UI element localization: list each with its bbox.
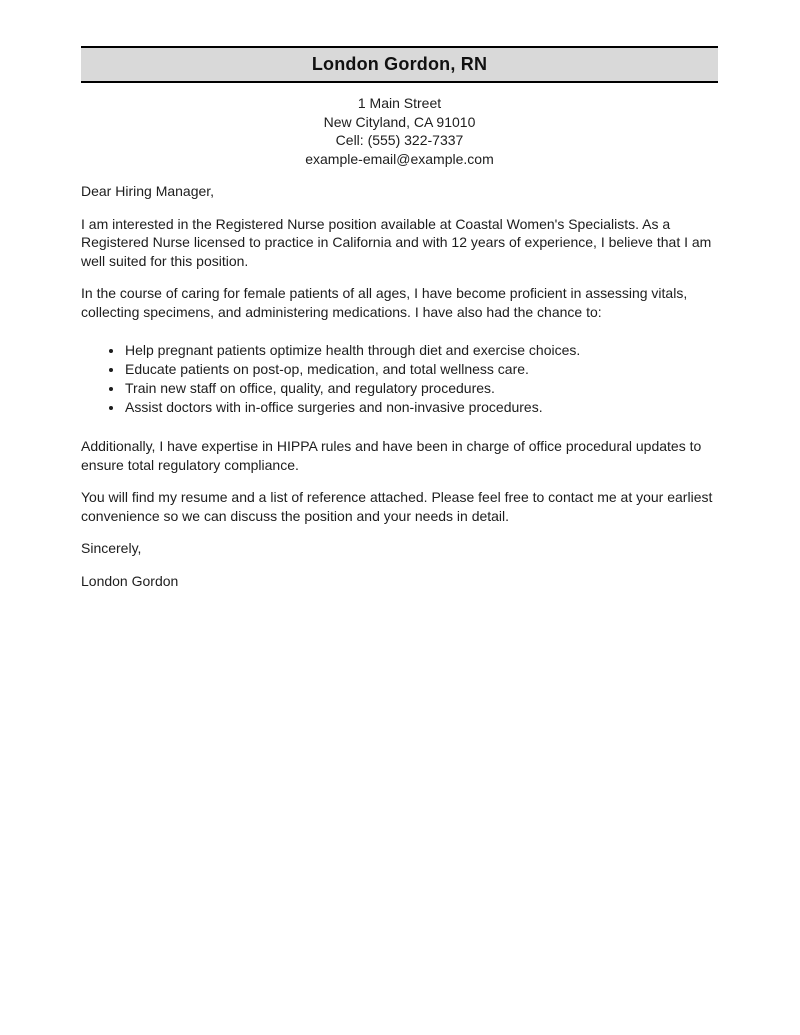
bullet-item: • Educate patients on post-op, medication, and total wellness care. (124, 360, 718, 379)
greeting: Dear Hiring Manager, (81, 183, 215, 199)
contact-city-line: New Cityland, CA 91010 (323, 113, 476, 130)
compliance-paragraph: Additionally, I have expertise in HIPPA rules and have been in charge of office procedural updates to ensure total regulatory compliance. (81, 438, 702, 473)
bullet-item: • Train new staff on office, quality, and regulatory procedures. (124, 379, 718, 398)
letter-body (81, 182, 718, 590)
intro-paragraph: I am interested in the Registered Nurse position available at Coastal Women's Specialists. As a Registered Nurse licensed to practice in California and with 12 years of experience, I believe that I am well suited for this position. (81, 215, 712, 269)
contact-block (81, 94, 718, 168)
contact-phone-line: Cell: (555) 322-7337 (335, 132, 464, 148)
bullet-item: • Help pregnant patients optimize health through diet and exercise choices. (124, 341, 718, 360)
contact-email-line: example-email@example.com (305, 150, 494, 167)
experience-paragraph: In the course of caring for female patients of all ages, I have become proficient in assessing vitals, collecting specimens, and administering medications. I have also had the chance to: (81, 285, 688, 320)
signature-name: London Gordon (81, 572, 179, 589)
contact-address-line: 1 Main Street (357, 95, 442, 111)
name-banner: London Gordon, RN (81, 46, 718, 83)
closing-paragraph: You will find my resume and a list of reference attached. Please feel free to contact me at your earliest convenience so we can discuss the position and your needs in detail. (81, 489, 713, 524)
bullet-item: • Assist doctors with in-office surgeries and non-invasive procedures. (124, 398, 718, 417)
signoff: Sincerely, (81, 540, 142, 556)
bullet-list (81, 341, 718, 417)
